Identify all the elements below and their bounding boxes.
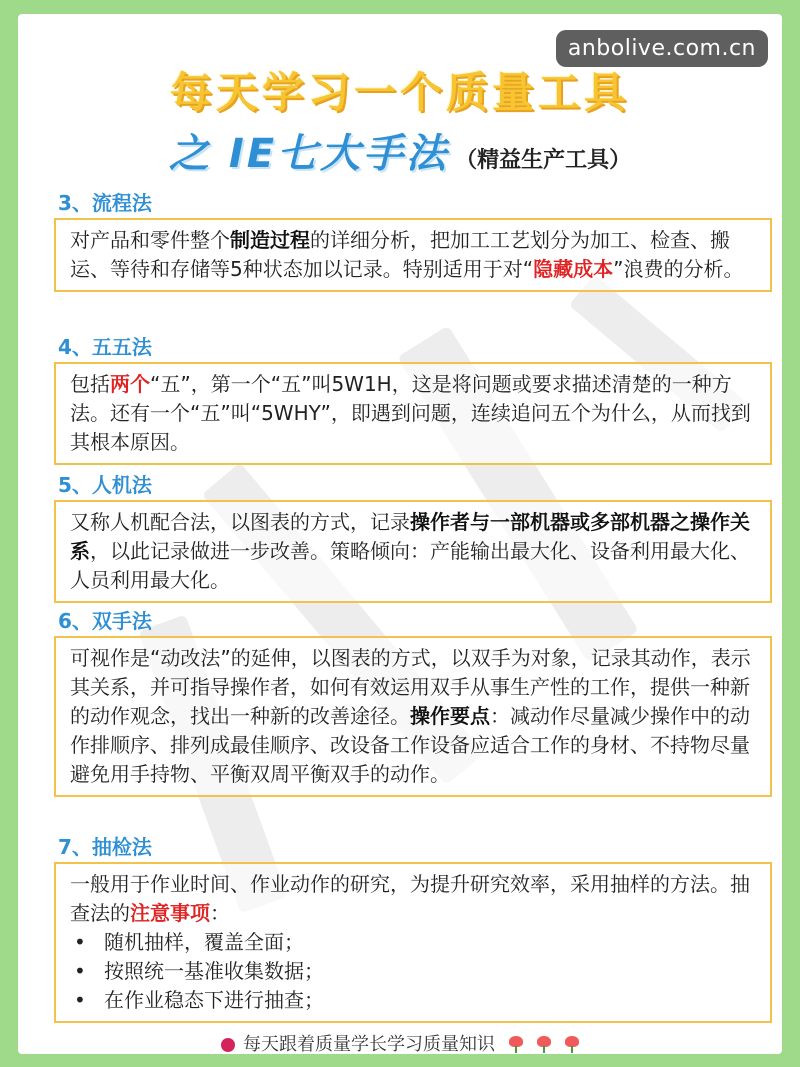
body-text: ，以此记录做进一步改善。策略倾向：产能输出最大化、设备利用最大化、人员利用最大化。 (70, 539, 750, 592)
section-heading: 5、人机法 (58, 473, 152, 497)
section-heading: 7、抽检法 (58, 835, 152, 859)
content-card (18, 14, 782, 1054)
highlight-text: 注意事项 (130, 901, 210, 925)
body-text: 一般用于作业时间、作业动作的研究，为提升研究效率，采用抽样的方法。抽查法的 (70, 872, 750, 925)
list-item: • 随机抽样，覆盖全面； (70, 928, 756, 957)
body-text: ：减动作尽量减少操作中的动作排顺序、排列成最佳顺序、改设备工作设备应适合工作的身材、不持物尽量避免用手持物、平衡双周平衡双手的动作。 (70, 704, 750, 786)
body-text: 的详细分析，把加工工艺划分为加工、检查、搬运、等待和存储等5种状态加以记录。特别适用于对“ (70, 228, 730, 281)
body-text: 包括 (70, 372, 110, 396)
page-title: 每天学习一个质量工具 (169, 68, 630, 117)
highlight-text: 隐藏成本 (533, 257, 614, 281)
list-item: • 按照统一基准收集数据； (70, 957, 756, 986)
flower-icon (509, 1036, 523, 1052)
section-body (54, 362, 772, 465)
section-paragraph (70, 370, 756, 457)
section-heading: 3、流程法 (58, 191, 152, 215)
section-paragraph (70, 870, 756, 928)
subtitle-note: （精益生产工具） (455, 148, 632, 173)
section-body (54, 218, 772, 292)
body-text: 又称人机配合法，以图表的方式，记录 (70, 510, 410, 534)
section-body (54, 500, 772, 603)
bold-text: 操作要点 (410, 704, 490, 728)
pin-icon (221, 1038, 235, 1052)
bold-text: 制造过程 (230, 228, 310, 252)
highlight-text: 两个 (110, 372, 150, 396)
body-text: 对产品和零件整个 (70, 228, 230, 252)
body-text: ”浪费的分析。 (613, 257, 744, 281)
footer-text: 每天跟着质量学长学习质量知识 (243, 1034, 495, 1054)
body-text: ： (210, 901, 230, 925)
bold-text: 操作者与一部机器或多部机器之操作关系 (70, 510, 750, 563)
footer (18, 1030, 782, 1054)
section-paragraph (70, 226, 756, 284)
section-heading: 4、五五法 (58, 335, 152, 359)
section-body (54, 862, 772, 1023)
body-text: 可视作是“动改法”的延伸，以图表的方式，以双手为对象，记录其动作，表示其关系，并可指导操作者，如何有效运用双手从事生产性的工作，提供一种新的动作观念，找出一种新的改善途径。 (70, 646, 751, 728)
flower-icon (565, 1036, 579, 1052)
bullet-list (70, 928, 756, 1015)
subtitle-main: 之 IE七大手法 (168, 131, 450, 177)
section-body (54, 636, 772, 797)
flower-icon (537, 1036, 551, 1052)
list-item: • 在作业稳态下进行抽查； (70, 986, 756, 1015)
section-paragraph (70, 508, 756, 595)
watermark-badge: anbolive.com.cn (556, 30, 768, 67)
page-subtitle (18, 122, 782, 179)
body-text: “五”，第一个“五”叫5W1H，这是将问题或要求描述清楚的一种方法。还有一个“五”叫“5WHY”，即遇到问题，连续追问五个为什么，从而找到其根本原因。 (70, 372, 751, 454)
section-heading: 6、双手法 (58, 609, 152, 633)
section-paragraph (70, 644, 756, 789)
